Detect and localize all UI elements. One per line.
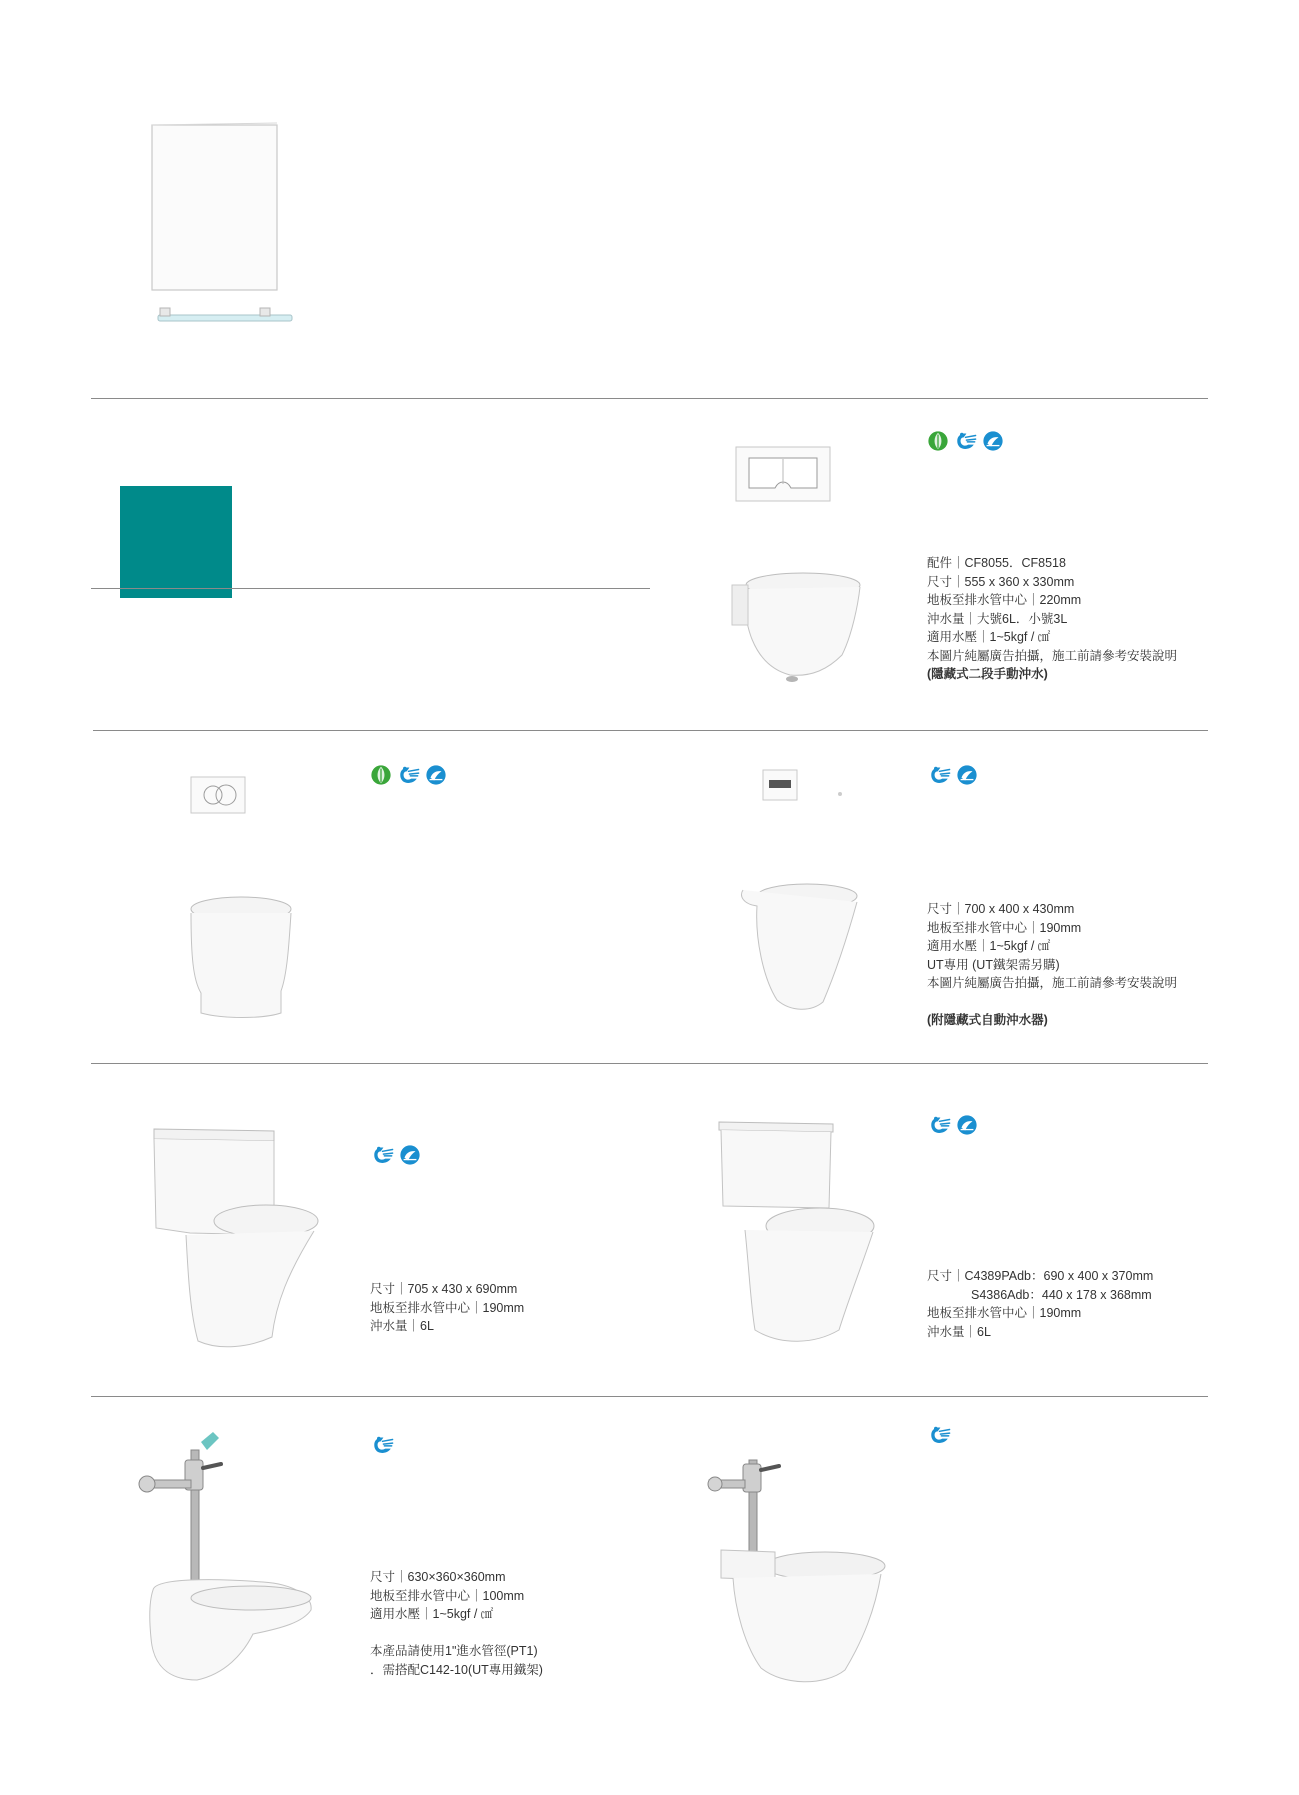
certification-icons [927,1422,952,1448]
spec-line: 地板至排水管中心｜190mm [927,920,1082,935]
title-underline [91,588,650,589]
section-divider [91,1396,1208,1397]
spec-line: 沖水量｜大號6L．小號3L [927,611,1068,626]
flush-plate-image [735,446,831,502]
certification-icons [370,762,447,788]
product-specs [927,554,1177,684]
spec-line: S4386Adb：440 x 178 x 368mm [971,1287,1152,1302]
spec-line: 適用水壓｜1~5kgf / ㎠ [927,939,1051,953]
spec-line: 尺寸｜630×360×360mm [370,1570,506,1584]
certification-icons [927,428,1004,454]
spec-line [927,993,1177,1012]
product-specs [927,900,1177,1030]
water-efficiency-icon [425,764,447,786]
spec-line: UT專用 (UT鐵架需另購) [927,957,1060,972]
spec-line: 尺寸｜555 x 360 x 330mm [927,574,1075,589]
floor-toilet-image [183,895,293,1020]
mirror-product-image [150,115,310,340]
spec-line: 地板至排水管中心｜100mm [370,1588,525,1603]
certification-icons [927,1112,978,1138]
flush-plate-image [190,776,246,814]
section-divider [91,1063,1208,1064]
flush-valve-toilet-image [705,1440,890,1690]
spec-line: 本圖片純屬廣告拍攝，施工前請參考安裝說明 [927,648,1178,663]
green-mark-icon [370,764,392,786]
section-divider [93,730,1208,731]
spec-line: (隱藏式二段手動沖水) [927,667,1048,681]
water-saving-icon [370,1144,395,1166]
one-piece-toilet-image [150,1123,320,1353]
water-efficiency-icon [956,1114,978,1136]
water-saving-icon [396,764,421,786]
product-specs [927,1267,1153,1341]
spec-line: 尺寸｜700 x 400 x 430mm [927,902,1075,916]
certification-icons [370,1142,421,1168]
section-divider [91,398,1208,399]
flush-valve-toilet-image [133,1428,323,1688]
water-saving-icon [927,764,952,786]
spec-line: 本圖片純屬廣告拍攝，施工前請參考安裝說明 [927,976,1178,990]
certification-icons [927,762,978,788]
water-saving-icon [953,430,978,452]
wall-hung-toilet-image [730,565,860,690]
spec-line: 地板至排水管中心｜190mm [927,1306,1082,1320]
spec-line [370,1624,543,1643]
auto-flush-sensor-image [760,768,860,804]
spec-line: 適用水壓｜1~5kgf / ㎠ [370,1607,494,1621]
certification-icons [370,1432,395,1458]
water-saving-icon [927,1424,952,1446]
spec-line: 地板至排水管中心｜190mm [370,1300,525,1315]
section-color-block [120,486,232,598]
spec-line: (附隱藏式自動沖水器) [927,1013,1048,1027]
spec-line: 配件｜CF8055．CF8518 [927,556,1066,570]
water-efficiency-icon [982,430,1004,452]
ut-toilet-image [735,878,860,1016]
product-specs [370,1280,524,1336]
water-efficiency-icon [956,764,978,786]
product-specs [370,1568,543,1679]
spec-line: 沖水量｜6L [370,1319,434,1333]
spec-line: 沖水量｜6L [927,1324,991,1339]
spec-line: 地板至排水管中心｜220mm [927,593,1082,607]
water-saving-icon [370,1434,395,1456]
spec-line: 尺寸｜C4389PAdb：690 x 400 x 370mm [927,1269,1154,1283]
water-saving-icon [927,1114,952,1136]
green-mark-icon [927,430,949,452]
two-piece-toilet-image [715,1118,885,1348]
spec-line: 本產品請使用1"進水管徑(PT1) [370,1644,538,1658]
spec-line: 適用水壓｜1~5kgf / ㎠ [927,630,1051,644]
spec-line: ．需搭配C142-10(UT專用鐵架) [370,1662,543,1677]
spec-line: 尺寸｜705 x 430 x 690mm [370,1282,518,1296]
water-efficiency-icon [399,1144,421,1166]
